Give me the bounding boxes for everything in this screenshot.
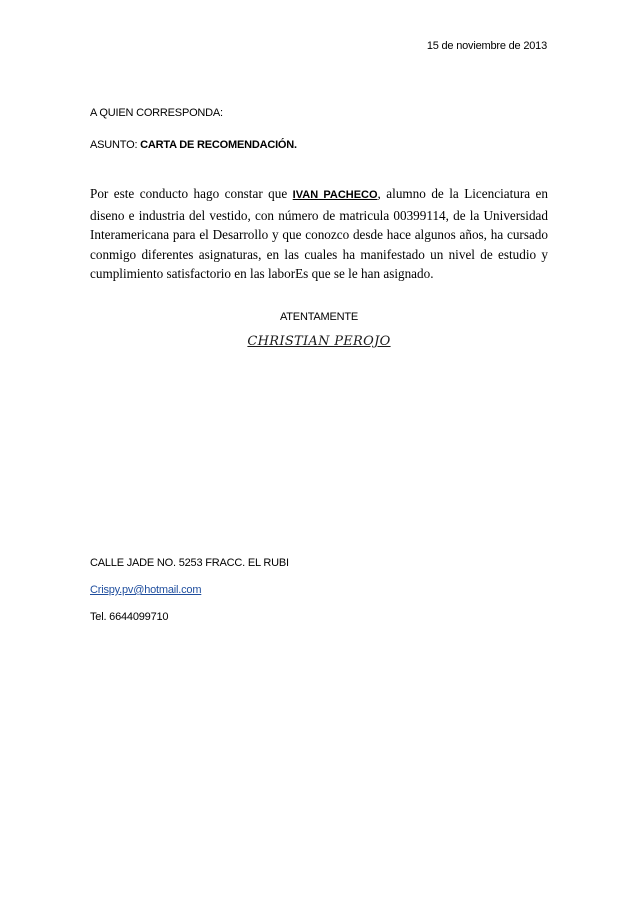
email-link[interactable]: Crispy.pv@hotmail.com — [90, 584, 202, 596]
body-text-start: Por este conducto hago constar que — [90, 186, 293, 201]
salutation: A QUIEN CORRESPONDA: — [90, 107, 223, 119]
body-text-end: , alumno de la Licenciatura en diseno e industria del vestido, con número de matricula 00399114, de la Universidad Interamericana para el Desarrollo y que conozco desde hace algunos años, ha cursado conmigo diferentes asignaturas, en las cuales ha manifestado un nivel de estudio y cumplimiento satisfactorio en las laborEs que se le han asignado. — [90, 186, 548, 282]
letter-date: 15 de noviembre de 2013 — [426, 40, 547, 52]
letter-body — [90, 184, 548, 284]
address: CALLE JADE NO. 5253 FRACC. EL RUBI — [90, 557, 289, 569]
closing: ATENTAMENTE — [279, 311, 359, 323]
subject-label: ASUNTO: — [90, 139, 141, 151]
subject-line — [90, 139, 297, 151]
phone-number: Tel. 6644099710 — [90, 611, 169, 623]
signature: CHRISTIAN PEROJO — [247, 334, 391, 349]
subject-value: CARTA DE RECOMENDACIÓN. — [140, 139, 297, 151]
student-name: IVAN PACHECO — [292, 189, 378, 201]
